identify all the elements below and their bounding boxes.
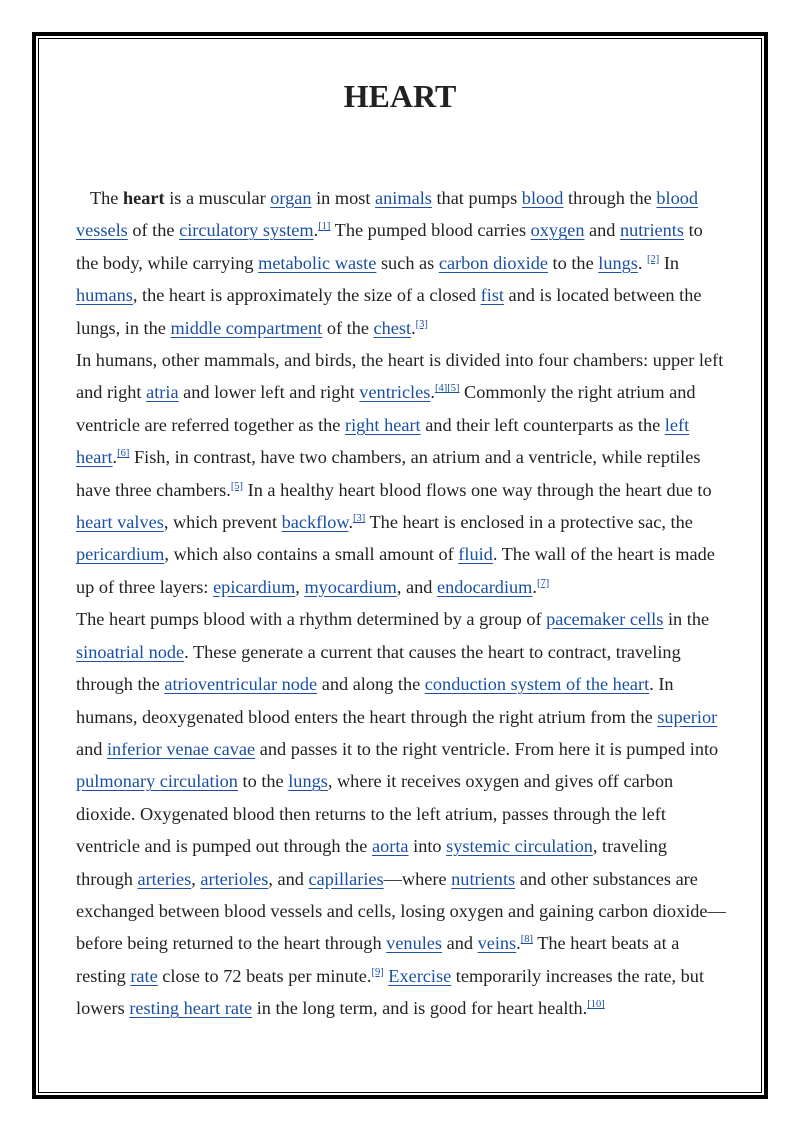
wiki-link[interactable]: veins [477, 933, 517, 954]
text-run: . In humans, deoxygenated blood enters the heart through the right atrium from the [76, 674, 674, 727]
wiki-link[interactable]: systemic circulation [446, 836, 593, 857]
wiki-link[interactable]: backflow [281, 512, 349, 533]
wiki-link[interactable]: nutrients [620, 220, 684, 241]
text-run: , and [396, 576, 437, 597]
citation-link[interactable]: [4][5] [434, 383, 460, 395]
text-run: and passes it to the right ventricle. From here it is pumped into [255, 738, 719, 759]
text-run: in the long term, and is good for heart health. [252, 998, 588, 1019]
citation-link[interactable]: [5] [230, 480, 244, 492]
text-run: , which prevent [163, 512, 282, 533]
text-run: close to 72 beats per minute. [157, 965, 372, 986]
text-run: into [408, 836, 447, 857]
wiki-link[interactable]: sinoatrial node [76, 641, 185, 662]
text-run: —where [383, 868, 452, 889]
paragraph [76, 603, 728, 1024]
text-run: of the [322, 317, 374, 338]
text-run: . [516, 933, 521, 954]
text-run: Commonly the right atrium and ventricle are referred together as the [76, 382, 696, 435]
wiki-link[interactable]: circulatory system [179, 220, 314, 241]
citation-link[interactable]: [1] [318, 221, 331, 233]
wiki-link[interactable]: pericardium [76, 544, 165, 565]
wiki-link[interactable]: carbon dioxide [438, 252, 548, 273]
wiki-link[interactable]: epicardium [213, 576, 296, 597]
wiki-link[interactable]: aorta [372, 836, 409, 857]
wiki-link[interactable]: resting heart rate [129, 998, 253, 1019]
text-run: in most [311, 188, 376, 208]
text-run: , the heart is approximately the size of a closed [132, 285, 481, 306]
citation-link[interactable]: [2] [647, 253, 660, 265]
text-run: The [90, 188, 123, 208]
wiki-link[interactable]: lungs [288, 771, 328, 792]
text-run: , traveling through [76, 836, 667, 889]
text-run: to the body, while carrying [76, 220, 703, 273]
text-run: In a healthy heart blood flows one way through the heart due to [243, 479, 712, 500]
citation-link[interactable]: [10] [587, 999, 605, 1011]
text-run: . [348, 512, 354, 533]
text-run: . [430, 382, 435, 403]
wiki-link[interactable]: pacemaker cells [546, 609, 664, 630]
text-run: In humans, other mammals, and birds, the heart is divided into four chambers: upper left and right [76, 350, 724, 403]
wiki-link[interactable]: middle compartment [170, 317, 323, 338]
text-run: to the [237, 771, 289, 792]
text-run: The heart pumps blood with a rhythm determined by a group of [76, 609, 547, 630]
citation-link[interactable]: [7] [536, 577, 550, 589]
wiki-link[interactable]: Exercise [388, 965, 452, 986]
wiki-link[interactable]: nutrients [451, 868, 516, 889]
text-run: . [313, 220, 319, 241]
wiki-link[interactable]: endocardium [436, 576, 533, 597]
wiki-link[interactable]: animals [375, 188, 432, 208]
wiki-link[interactable]: atrioventricular node [164, 674, 318, 695]
text-run: The pumped blood carries [330, 220, 531, 241]
citation-link[interactable]: [6] [117, 448, 130, 460]
text-run: Fish, in contrast, have two chambers, an atrium and a ventricle, while reptiles have three chambers. [76, 447, 701, 500]
text-run: to the [547, 252, 599, 273]
citation-link[interactable]: [3] [415, 318, 428, 330]
text-run: . [411, 317, 416, 338]
text-run: such as [376, 252, 439, 273]
wiki-link[interactable]: blood [521, 188, 564, 208]
wiki-link[interactable]: conduction system of the heart [424, 674, 650, 695]
text-run: , [191, 868, 201, 889]
wiki-link[interactable]: left heart [76, 414, 690, 468]
text-run: and [442, 933, 478, 954]
citation-link[interactable]: [9] [371, 966, 384, 978]
text-run: and their left counterparts as the [420, 414, 665, 435]
wiki-link[interactable]: atria [146, 382, 179, 403]
paragraph [76, 344, 728, 603]
wiki-link[interactable]: superior [657, 706, 718, 727]
text-run: and along the [317, 674, 425, 695]
article-body [76, 182, 728, 1025]
wiki-link[interactable]: pulmonary circulation [76, 771, 238, 792]
text-run: . The wall of the heart is made up of three layers: [76, 544, 715, 597]
text-run: The heart beats at a resting [76, 933, 680, 986]
wiki-link[interactable]: arterioles [200, 868, 269, 889]
text-run: and [76, 738, 107, 759]
wiki-link[interactable]: venules [386, 933, 443, 954]
text-run: and other substances are exchanged between blood vessels and cells, losing oxygen and gaining carbon dioxide—before being returned to the heart through [76, 868, 726, 954]
text-run: , where it receives oxygen and gives off carbon dioxide. Oxygenated blood then returns to the left atrium, passes through the left ventricle and is pumped out through the [76, 771, 674, 857]
wiki-link[interactable]: myocardium [304, 576, 397, 597]
wiki-link[interactable]: fluid [458, 544, 493, 565]
text-run: and lower left and right [178, 382, 360, 403]
wiki-link[interactable]: heart valves [76, 512, 164, 533]
bold-term: heart [123, 188, 165, 208]
document-title: HEART [343, 78, 457, 114]
text-run: of the [127, 220, 180, 241]
wiki-link[interactable]: right heart [344, 414, 421, 435]
text-run: . These generate a current that causes the heart to contract, traveling through the [76, 641, 681, 695]
wiki-link[interactable]: ventricles [359, 382, 431, 403]
text-run: . [112, 447, 118, 468]
text-run: . [637, 252, 648, 273]
wiki-link[interactable]: humans [76, 285, 133, 306]
text-run: , [295, 576, 305, 597]
wiki-link[interactable]: blood vessels [76, 188, 699, 241]
wiki-link[interactable]: capillaries [308, 868, 384, 889]
citation-link[interactable]: [3] [353, 513, 366, 525]
text-run: temporarily increases the rate, but lowers [76, 965, 705, 1019]
wiki-link[interactable]: organ [270, 188, 312, 208]
text-run: In [659, 252, 680, 273]
wiki-link[interactable]: rate [130, 965, 158, 986]
text-run: through the [563, 188, 657, 208]
text-run: and [584, 220, 621, 241]
wiki-link[interactable]: inferior venae cavae [106, 738, 256, 759]
text-run: that pumps [431, 188, 522, 208]
wiki-link[interactable]: fist [480, 285, 504, 306]
text-run: , and [268, 868, 309, 889]
wiki-link[interactable]: lungs [598, 252, 638, 273]
text-run: , which also contains a small amount of [164, 544, 459, 565]
text-run: and is located between the lungs, in the [76, 285, 702, 338]
wiki-link[interactable]: oxygen [530, 220, 585, 241]
text-run: The heart is enclosed in a protective sac, the [365, 512, 693, 533]
wiki-link[interactable]: arteries [137, 868, 192, 889]
text-run: . [532, 576, 537, 597]
text-run: is a muscular [164, 188, 271, 208]
wiki-link[interactable]: chest [373, 317, 412, 338]
paragraph [76, 182, 728, 344]
wiki-link[interactable]: metabolic waste [258, 252, 377, 273]
text-run: in the [663, 609, 710, 630]
citation-link[interactable]: [8] [520, 934, 533, 946]
